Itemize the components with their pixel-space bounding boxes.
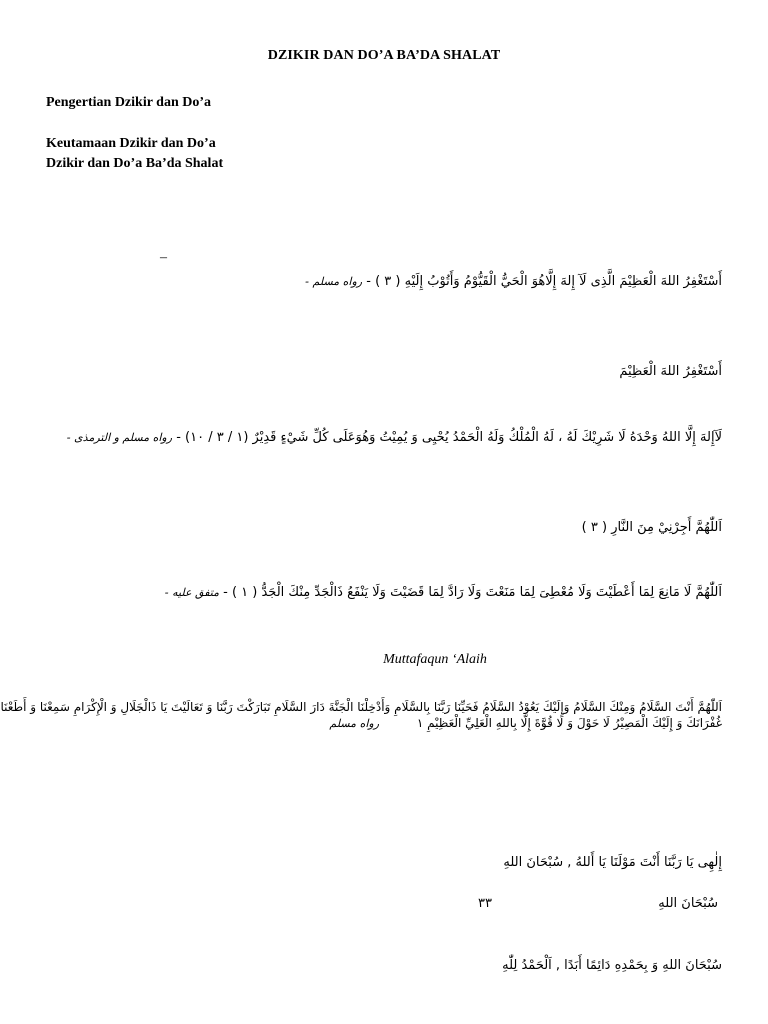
la-mania-line — [165, 585, 722, 600]
count-33: ٣٣ — [478, 896, 492, 911]
heading-dzikir-bada-shalat: Dzikir dan Do’a Ba’da Shalat — [46, 156, 224, 171]
antas-salam-reference: رواه مسلم — [329, 717, 380, 730]
heading-keutamaan: Keutamaan Dzikir dan Do’a — [46, 136, 216, 151]
tahlil-line — [67, 430, 722, 445]
ajirni-line: اَللّٰهُمَّ أَجِرْنِيْ مِنَ النَّارِ ( ٣ ) — [581, 520, 722, 535]
la-mania-reference: متفق عليه - — [164, 586, 219, 599]
document-title: DZIKIR DAN DO’A BA’DA SHALAT — [267, 48, 501, 63]
muttafaqun-alaih-label: Muttafaqun ‘Alaih — [383, 652, 487, 667]
dash-mark: – — [160, 250, 167, 265]
istighfar-long-text: أَسْتَغْفِرُ اللهَ الْعَظِيْمَ الَّذِى لَآ إِلهَ إِلَّاهُوَ الْحَيُّ الْقَيُّوْمُ وَأَتُوْبُ إِلَيْهِ ( ٣ ) - — [366, 274, 722, 289]
la-mania-text: اَللّٰهُمَّ لَا مَانِعَ لِمَا أَعْطَيْتَ وَلَا مُعْطِىَ لِمَا مَنَعْتَ وَلَا رَادَّ لِمَا قَضَيْتَ وَلَا يَنْفَعُ ذَالْجَدِّ مِنْكَ الْجَدُّ ( ١ ) - — [223, 585, 722, 600]
antas-salam-line-1: اَللّٰهُمَّ أَنْتَ السَّلَامُ وَمِنْكَ السَّلَامُ وَإِلَيْكَ يَعُوْدُ السَّلَامُ فَحَيِّنَا رَبَّنَا بِالسَّلَامِ وَأَدْخِلْنَا الْجَنَّةَ دَارَ السَّلَامِ تَبَارَكْتَ رَبَّنَا وَ تَعَالَيْتَ يَا ذَالْجَلَالِ وَ الْإِكْرَامِ سَمِعْنَا وَ أَطَعْنَا — [0, 700, 722, 714]
tahlil-reference: رواه مسلم و الترمذى - — [66, 431, 173, 444]
istighfar-short-line: أَسْتَغْفِرُ اللهَ الْعَظِيْمَ — [619, 364, 722, 379]
antas-salam-line-2 — [329, 716, 722, 730]
antas-salam-text: غُفْرَانَكَ وَ إِلَيْكَ الْمَصِيْرُ لَا حَوْلَ وَ لَا قُوَّةَ إِلَّا بِاللهِ الْعَلِيِّ الْعَظِيْمِ ١ — [416, 716, 722, 730]
ilahi-line: إِلٰهِى يَا رَبَّنَا أَنْتَ مَوْلَنَا يَا أَللهُ , سُبْحَانَ اللهِ — [503, 855, 722, 870]
heading-pengertian: Pengertian Dzikir dan Do’a — [46, 95, 212, 110]
istighfar-long-reference: رواه مسلم - — [305, 275, 363, 288]
tahlil-text: لَآإِلهَ إِلَّا اللهُ وَحْدَهُ لَا شَرِيْكَ لَهُ ، لَهُ الْمُلْكُ وَلَهُ الْحَمْدُ يُحْيِى وَ يُمِيْتُ وَهُوَعَلَى كُلِّ شَيْءٍ قَدِيْرٌ (١ / ٣ / ١٠) - — [176, 430, 722, 445]
istighfar-long-line — [305, 274, 722, 289]
subhanallah-line: سُبْحَانَ اللهِ — [658, 896, 718, 911]
subhanallah-bihamdihi-line: سُبْحَانَ اللهِ وَ بِحَمْدِهِ دَائِمًا أَبَدًا , اَلْحَمْدُ لِلّٰهِ — [502, 958, 722, 973]
